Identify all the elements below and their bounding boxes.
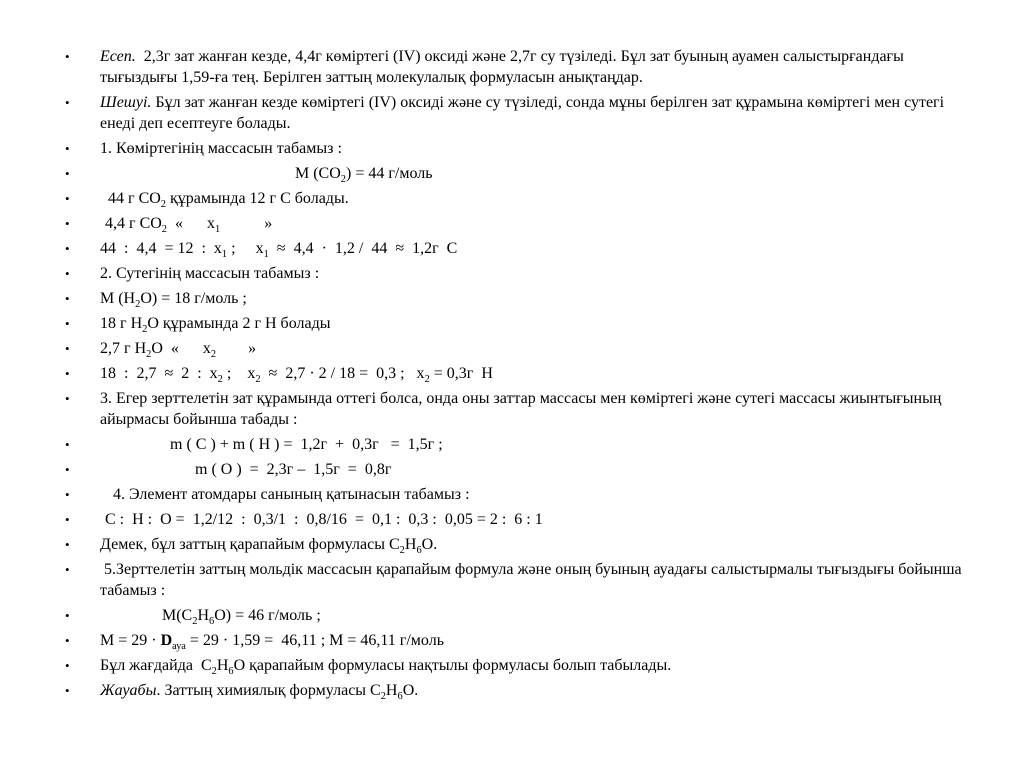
- bullet-marker: •: [65, 141, 70, 156]
- line-text: М $(CO_2) = 44$ г/моль: [295, 165, 433, 186]
- line-text: $M = 29 \cdot D_{ауа} = 29 \cdot 1,59 = 46,11$ ; М = 46,11 г/моль: [100, 632, 444, 653]
- bullet-marker: •: [65, 608, 70, 623]
- list-item: [65, 680, 964, 701]
- bullet-marker: •: [65, 241, 70, 256]
- list-item: [65, 46, 964, 88]
- line-text: М $(H_2O) = 18$ г/моль ;: [100, 290, 247, 311]
- line-text: m ( O ) = 2,3г – 1,5г = 0,8г: [195, 461, 392, 478]
- italic-lead: Шешуі.: [100, 94, 152, 111]
- list-item: [65, 238, 964, 259]
- bullet-marker: •: [65, 437, 70, 452]
- bullet-marker: •: [65, 216, 70, 231]
- bullet-marker: •: [65, 658, 70, 673]
- line-text: $М(C_2H_6O) = 46$ г/моль ;: [162, 607, 321, 628]
- list-item: [65, 655, 964, 676]
- list-item: [65, 138, 964, 159]
- line-text: 2,7 г $H_2O$ « $x_2$ »: [100, 340, 257, 361]
- bullet-marker: •: [65, 291, 70, 306]
- line-text: 1. Көміртегінің массасын табамыз :: [100, 140, 342, 157]
- line-text: Жауабы. Заттың химиялық формуласы $C_2H_6O$.: [100, 682, 419, 703]
- list-item: [65, 630, 964, 651]
- list-item: [65, 213, 964, 234]
- list-item: [65, 338, 964, 359]
- bullet-marker: •: [65, 462, 70, 477]
- list-item: [65, 313, 964, 334]
- bullet-marker: •: [65, 49, 70, 64]
- line-text: 44 г $CO_2$ құрамында 12 г С болады.: [108, 190, 349, 211]
- line-text: 4,4 г $CO_2$ « $x_1$ »: [105, 215, 273, 236]
- bullet-marker: •: [65, 633, 70, 648]
- list-item: [65, 263, 964, 284]
- bullet-marker: •: [65, 266, 70, 281]
- italic-lead: Есеп.: [100, 48, 136, 65]
- line-text: 18 : 2,7 ≈ 2 : $x_2$ ; $x_2 \approx 2,7 \cdot 2 / 18 = 0,3$ ; $x_2 = 0,3г$ Н: [100, 365, 493, 386]
- line-text: 5.Зерттелетін заттың мольдік массасын қарапайым формула және оның буының ауадағы салыстырмалы тығыздығы бойынша табамыз :: [100, 561, 966, 599]
- bullet-marker: •: [65, 487, 70, 502]
- list-item: [65, 559, 964, 601]
- line-text: 2. Сутегінің массасын табамыз :: [100, 265, 320, 282]
- list-item: [65, 363, 964, 384]
- bullet-marker: •: [65, 191, 70, 206]
- bullet-marker: •: [65, 95, 70, 110]
- line-text: Бұл жағдайда $C_2H_6O$ қарапайым формуласы нақтылы формуласы болып табылады.: [100, 657, 672, 678]
- line-text: 4. Элемент атомдары санының қатынасын табамыз :: [113, 486, 470, 503]
- list-item: [65, 605, 964, 626]
- line-text: 3. Егер зерттелетін зат құрамында оттегі болса, онда оны заттар массасы мен көміртегі және сутегі массасы жиынтығының айырмасы бойынша табады :: [100, 390, 946, 428]
- bullet-marker: •: [65, 537, 70, 552]
- line-text: Демек, бұл заттың қарапайым формуласы $C_2H_6O$.: [100, 536, 438, 557]
- bullet-marker: •: [65, 391, 70, 406]
- list-item: [65, 188, 964, 209]
- list-item: [65, 92, 964, 134]
- list-item: [65, 434, 964, 455]
- bullet-list: [65, 46, 964, 701]
- list-item: [65, 509, 964, 530]
- list-item: [65, 388, 964, 430]
- bullet-marker: •: [65, 512, 70, 527]
- line-text: 18 г $H_2O$ құрамында 2 г Н болады: [100, 315, 331, 336]
- list-item: [65, 459, 964, 480]
- bullet-marker: •: [65, 316, 70, 331]
- list-item: [65, 484, 964, 505]
- line-text: С : Н : О = 1,2/12 : 0,3/1 : 0,8/16 = 0,1 : 0,3 : 0,05 = 2 : 6 : 1: [105, 511, 543, 528]
- bullet-marker: •: [65, 562, 70, 577]
- bullet-marker: •: [65, 166, 70, 181]
- line-text: m ( C ) + m ( H ) = 1,2г + 0,3г = 1,5г ;: [170, 436, 443, 453]
- list-item: [65, 534, 964, 555]
- list-item: [65, 163, 964, 184]
- list-item: [65, 288, 964, 309]
- bullet-marker: •: [65, 341, 70, 356]
- line-text: 44 : 4,4 = 12 : $x_1$ ; $x_1 \approx 4,4 \cdot 1,2 / 44 \approx 1,2г$ С: [100, 240, 458, 261]
- line-text: Шешуі. Бұл зат жанған кезде көміртегі (IV) оксиді және су түзіледі, сонда мұны берілген зат құрамына көміртегі мен сутегі енеді деп есептеуге болады.: [100, 94, 949, 132]
- bullet-marker: •: [65, 683, 70, 698]
- line-text: Есеп. 2,3г зат жанған кезде, 4,4г көміртегі (IV) оксиді және 2,7г су түзіледі. Бұл зат буының ауамен салыстырғандағы тығыздығы 1,59-ға тең. Берілген заттың молекулалық формуласын анықтаңдар.: [100, 48, 908, 86]
- bullet-marker: •: [65, 366, 70, 381]
- italic-lead: Жауабы: [100, 682, 157, 699]
